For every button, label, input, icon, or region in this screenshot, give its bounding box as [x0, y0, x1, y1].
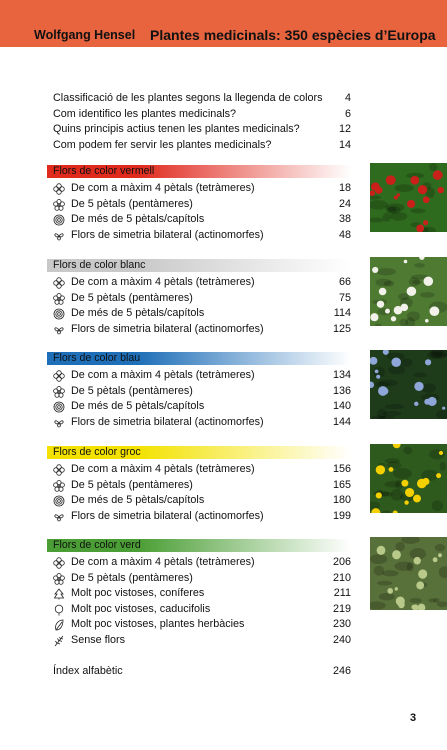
- toc-row[interactable]: [47, 275, 351, 291]
- toc-page: 114: [333, 307, 351, 320]
- four-petal-flower-icon: [53, 464, 65, 476]
- index-page: 246: [332, 665, 351, 677]
- section-heading[interactable]: Flors de color blau: [47, 352, 351, 365]
- toc-row[interactable]: [47, 462, 351, 478]
- composite-flower-icon: [53, 308, 65, 320]
- section-heading[interactable]: Flors de color groc: [47, 446, 351, 459]
- toc-page: 206: [332, 556, 351, 568]
- four-petal-flower-icon: [53, 277, 65, 289]
- toc-label: De 5 pètals (pentàmeres): [71, 478, 193, 491]
- toc-label: De 5 pètals (pentàmeres): [71, 197, 193, 210]
- green-flowers-photo: [370, 537, 447, 610]
- toc-label: De com a màxim 4 pètals (tetràmeres): [71, 369, 255, 381]
- toc-row[interactable]: [47, 586, 351, 602]
- white-flowers-photo: [370, 257, 447, 326]
- five-petal-flower-icon: [53, 573, 65, 585]
- toc-row[interactable]: [47, 322, 351, 338]
- toc-label: Molt poc vistoses, coníferes: [71, 587, 205, 600]
- toc-row[interactable]: [47, 306, 351, 322]
- toc-page: 211: [333, 587, 351, 600]
- toc-page: 75: [338, 291, 351, 304]
- section-1: [47, 259, 351, 337]
- intro-list: [53, 91, 351, 153]
- book-title: Plantes medicinals: 350 espècies d’Europa: [150, 27, 436, 43]
- toc-row[interactable]: [53, 91, 351, 107]
- toc-page: 210: [332, 571, 351, 584]
- toc-label: Quins principis actius tenen les plantes medicinals?: [53, 123, 300, 136]
- toc-page: 38: [338, 213, 351, 226]
- composite-flower-icon: [53, 401, 65, 413]
- toc-row[interactable]: [47, 415, 351, 431]
- toc-label: Flors de simetria bilateral (actinomorfes): [71, 228, 264, 241]
- red-flowers-photo: [370, 163, 447, 232]
- toc-label: De més de 5 pètals/capítols: [71, 494, 205, 507]
- composite-flower-icon: [53, 214, 65, 226]
- toc-row[interactable]: [47, 399, 351, 415]
- toc-label: De 5 pètals (pentàmeres): [71, 291, 193, 304]
- toc-row[interactable]: [47, 212, 351, 228]
- four-petal-flower-icon: [53, 557, 65, 569]
- toc-page: 134: [332, 369, 351, 381]
- toc-label: Flors de simetria bilateral (actinomorfes): [71, 415, 264, 428]
- section-heading[interactable]: Flors de color verd: [47, 539, 351, 552]
- section-3: [47, 446, 351, 524]
- toc-row[interactable]: [53, 138, 351, 154]
- section-0: [47, 165, 351, 243]
- toc-label: Classificació de les plantes segons la llegenda de colors: [53, 92, 323, 104]
- toc-label: Com identifico les plantes medicinals?: [53, 107, 237, 120]
- composite-flower-icon: [53, 495, 65, 507]
- four-petal-flower-icon: [53, 183, 65, 195]
- index-label: Índex alfabètic: [53, 665, 123, 677]
- toc-row[interactable]: [47, 493, 351, 509]
- five-petal-flower-icon: [53, 199, 65, 211]
- blue-flowers-photo: [370, 350, 447, 419]
- toc-label: Flors de simetria bilateral (actinomorfes): [71, 509, 264, 522]
- toc-page: 125: [332, 322, 351, 335]
- toc-label: Flors de simetria bilateral (actinomorfes): [71, 322, 264, 335]
- five-petal-flower-icon: [53, 480, 65, 492]
- section-heading[interactable]: Flors de color vermell: [47, 165, 351, 178]
- toc-label: De més de 5 pètals/capítols: [71, 307, 205, 320]
- herb-leaf-icon: [53, 619, 65, 631]
- toc-page: 14: [338, 138, 351, 151]
- toc-row[interactable]: [47, 181, 351, 197]
- five-petal-flower-icon: [53, 386, 65, 398]
- toc-label: De com a màxim 4 pètals (tetràmeres): [71, 463, 255, 475]
- toc-row[interactable]: [47, 617, 351, 633]
- toc-row[interactable]: [53, 107, 351, 123]
- toc-row[interactable]: [47, 368, 351, 384]
- toc-label: De com a màxim 4 pètals (tetràmeres): [71, 556, 255, 568]
- toc-page: 230: [332, 618, 351, 631]
- toc-page: 140: [332, 400, 351, 413]
- toc-label: De com a màxim 4 pètals (tetràmeres): [71, 276, 255, 288]
- toc-label: Molt poc vistoses, plantes herbàcies: [71, 618, 245, 631]
- toc-page: 240: [332, 633, 351, 646]
- page-number: 3: [410, 712, 417, 724]
- toc-page: 24: [338, 197, 351, 210]
- toc-label: De 5 pètals (pentàmeres): [71, 571, 193, 584]
- toc-page: 144: [332, 415, 351, 428]
- conifer-icon: [53, 588, 65, 600]
- toc-page: 165: [332, 478, 351, 491]
- toc-row[interactable]: [47, 197, 351, 213]
- yellow-flowers-photo: [370, 444, 447, 513]
- toc-row[interactable]: [47, 555, 351, 571]
- index-row[interactable]: [53, 664, 351, 680]
- toc-row[interactable]: [47, 478, 351, 494]
- toc-page: 48: [338, 228, 351, 241]
- toc-page: 6: [344, 107, 351, 120]
- toc-row[interactable]: [47, 633, 351, 649]
- toc-row[interactable]: [47, 228, 351, 244]
- five-petal-flower-icon: [53, 293, 65, 305]
- toc-page: 136: [332, 384, 351, 397]
- toc-label: Sense flors: [71, 633, 126, 646]
- toc-label: De més de 5 pètals/capítols: [71, 213, 205, 226]
- bilateral-flower-icon: [53, 230, 65, 242]
- toc-row[interactable]: [47, 571, 351, 587]
- header-bar: [0, 0, 447, 47]
- toc-page: 180: [332, 494, 351, 507]
- bilateral-flower-icon: [53, 324, 65, 336]
- toc-row[interactable]: [47, 384, 351, 400]
- toc-page: 199: [332, 509, 351, 522]
- toc-row[interactable]: [47, 291, 351, 307]
- bilateral-flower-icon: [53, 417, 65, 429]
- toc-page: 4: [344, 92, 351, 104]
- toc-label: Molt poc vistoses, caducifolis: [71, 602, 211, 615]
- toc-row[interactable]: [53, 122, 351, 138]
- section-heading[interactable]: Flors de color blanc: [47, 259, 351, 272]
- toc-page: 12: [338, 123, 351, 136]
- four-petal-flower-icon: [53, 370, 65, 382]
- toc-label: De com a màxim 4 pètals (tetràmeres): [71, 182, 255, 194]
- toc-label: Com podem fer servir les plantes medicinals?: [53, 138, 272, 151]
- section-4: [47, 539, 351, 649]
- bilateral-flower-icon: [53, 511, 65, 523]
- section-2: [47, 352, 351, 430]
- toc-page: 219: [332, 602, 351, 615]
- toc-row[interactable]: [47, 509, 351, 525]
- author-name: Wolfgang Hensel: [34, 28, 136, 42]
- toc-row[interactable]: [47, 602, 351, 618]
- deciduous-leaf-icon: [53, 604, 65, 616]
- toc-label: De més de 5 pètals/capítols: [71, 400, 205, 413]
- toc-label: De 5 pètals (pentàmeres): [71, 384, 193, 397]
- toc-page: 66: [338, 276, 351, 288]
- toc-page: 156: [332, 463, 351, 475]
- fern-icon: [53, 635, 65, 647]
- toc-page: 18: [338, 182, 351, 194]
